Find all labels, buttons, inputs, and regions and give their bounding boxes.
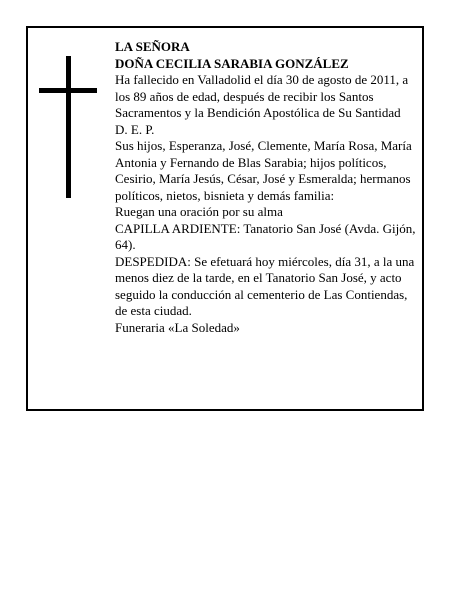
prayer-request: Ruegan una oración por su alma [115,204,283,219]
chapel-info: CAPILLA ARDIENTE: Tanatorio San José (Avda. Gijón, 64). [115,220,416,252]
cross-horizontal-bar [39,88,97,93]
notice-text [115,39,421,336]
deceased-name: DOÑA CECILIA SARABIA GONZÁLEZ [115,55,349,71]
death-announcement: Ha fallecido en Valladolid el día 30 de agosto de 2011, a los 89 años de edad, después de recibir los Santos Sacramentos y la Bendición Apostólica de Su Santidad [115,72,409,120]
rip-line: D. E. P. [115,121,155,137]
cross-icon [39,56,97,198]
obituary-notice [26,26,424,411]
farewell-info: DESPEDIDA: Se efetuará hoy miércoles, día 31, a la una menos diez de la tarde, en el Tanatorio San José, y acto seguido la conducción al cementerio de Las Contiendas, de esta ciudad. [115,253,415,318]
cross-vertical-bar [66,56,71,198]
funeral-home: Funeraria «La Soledad» [115,319,240,335]
notice-heading: LA SEÑORA [115,39,190,54]
family-list: Sus hijos, Esperanza, José, Clemente, María Rosa, María Antonia y Fernando de Blas Sarabia; hijos políticos, Cesirio, María Jesús, César, José y Esmeralda; hermanos políticos, nietos, bisnieta y demás familia: [115,138,412,203]
